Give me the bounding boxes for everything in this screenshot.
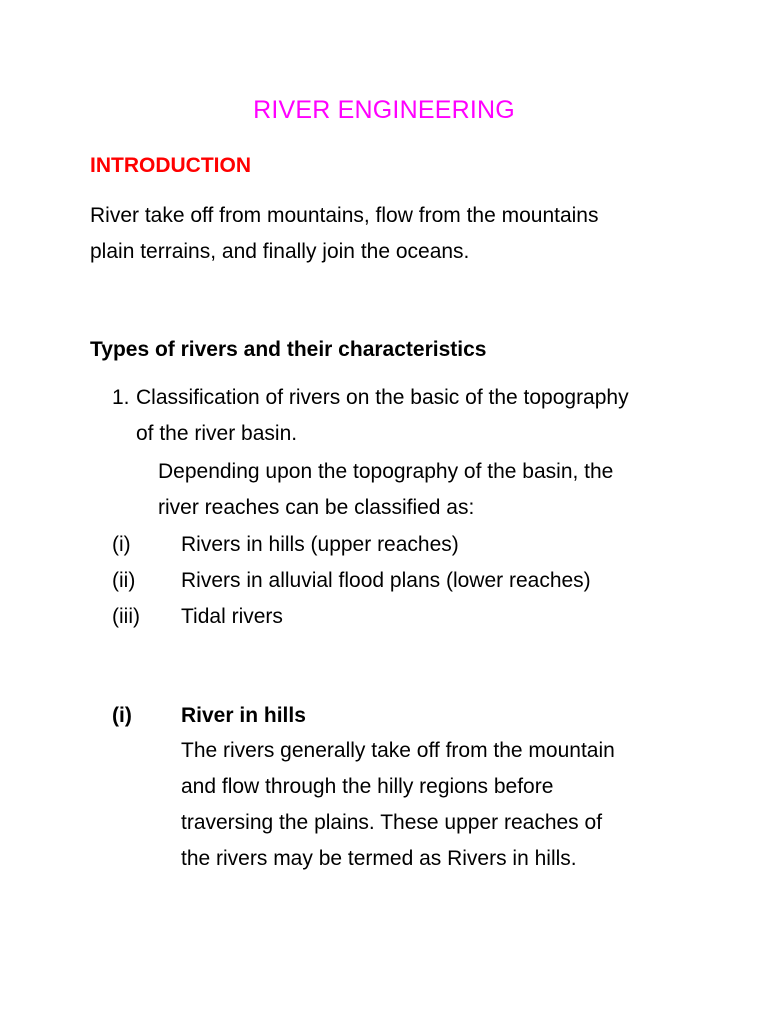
- document-title: RIVER ENGINEERING: [253, 96, 515, 124]
- types-heading: Types of rivers and their characteristics: [90, 338, 487, 361]
- sub-item-text: Rivers in alluvial flood plans (lower reaches): [181, 569, 591, 592]
- section-heading: River in hills: [181, 704, 306, 727]
- sub-item-marker: (iii): [112, 605, 140, 628]
- sub-item-text: Rivers in hills (upper reaches): [181, 533, 459, 556]
- section-line: traversing the plains. These upper reaches of: [181, 811, 603, 834]
- section-marker: (i): [112, 704, 132, 727]
- description-line: Depending upon the topography of the basin, the: [158, 460, 614, 483]
- list-item-number: 1.: [112, 386, 130, 409]
- sub-item-text: Tidal rivers: [181, 605, 283, 628]
- sub-item-marker: (ii): [112, 569, 136, 592]
- list-item-description: [158, 454, 613, 526]
- section-line: the rivers may be termed as Rivers in hills.: [181, 847, 577, 870]
- introduction-line: plain terrains, and finally join the oceans.: [90, 240, 470, 263]
- description-line: river reaches can be classified as:: [158, 496, 475, 519]
- introduction-paragraph: [90, 198, 599, 270]
- introduction-line: River take off from mountains, flow from the mountains: [90, 204, 599, 227]
- section-line: The rivers generally take off from the mountain: [181, 739, 615, 762]
- introduction-heading: INTRODUCTION: [90, 154, 251, 177]
- sub-item-marker: (i): [112, 533, 131, 556]
- section-paragraph: [181, 733, 615, 877]
- list-item-text: [136, 380, 629, 452]
- list-item-line: Classification of rivers on the basic of the topography: [136, 386, 629, 409]
- list-item-line: of the river basin.: [136, 422, 298, 445]
- section-line: and flow through the hilly regions before: [181, 775, 554, 798]
